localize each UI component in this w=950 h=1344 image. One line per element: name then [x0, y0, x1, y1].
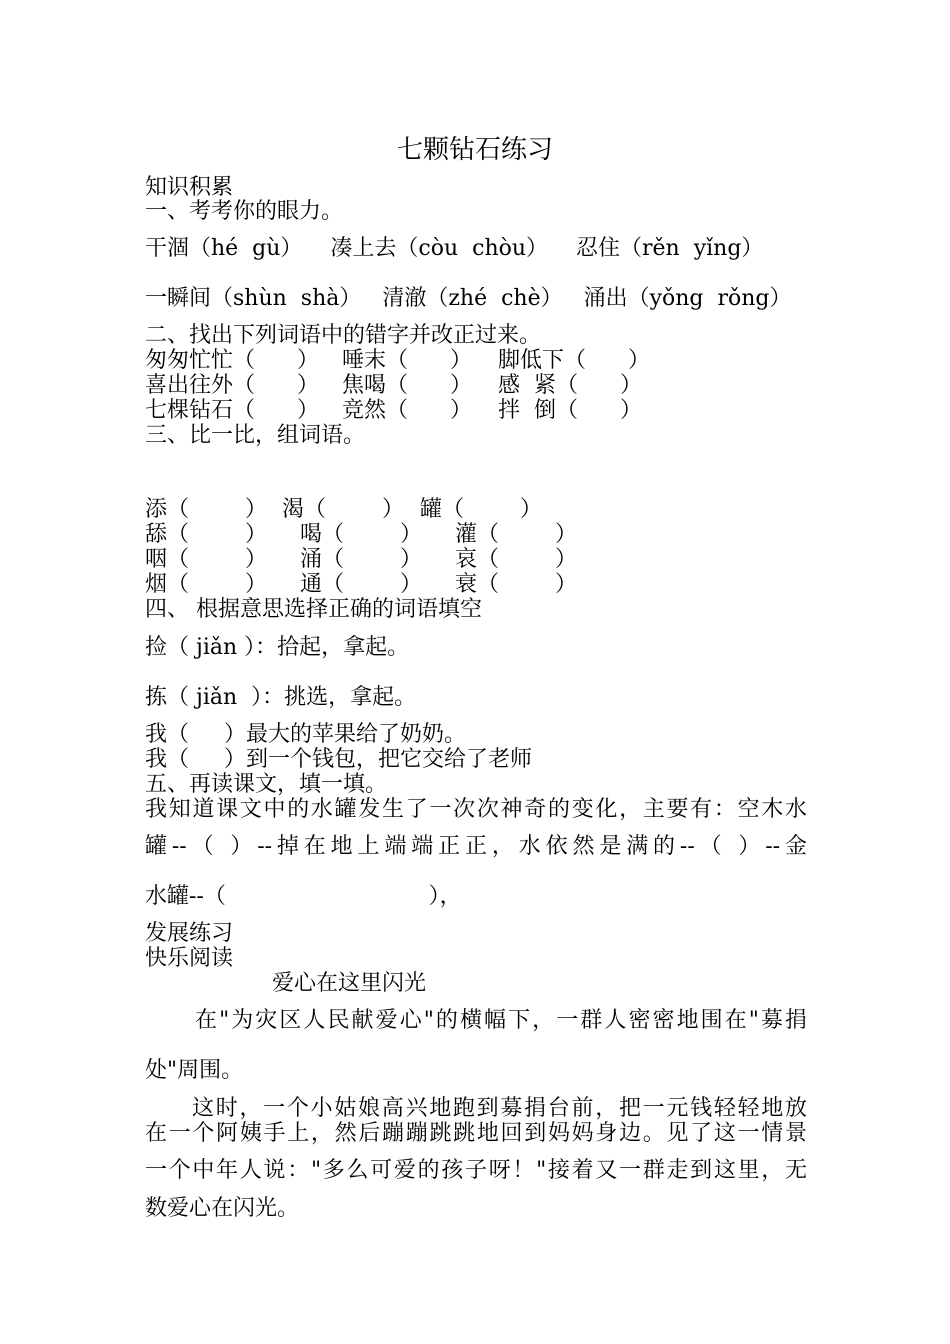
question-1-heading: 一、考考你的眼力。 [145, 199, 344, 224]
q2-item: 唾末（ ） [342, 348, 472, 373]
paragraph-2-line-2: 在一个阿姨手上，然后蹦蹦跳跳地回到妈妈身边。见了这一情景 [145, 1121, 807, 1146]
q4-definition-1: 捡（ jiǎn ）：拾起，拿起。 [145, 635, 410, 660]
q3-item: 喝（ ） [300, 522, 422, 547]
passage-title: 爱心在这里闪光 [272, 971, 427, 996]
paragraph-1-line-1: 在"为灾区人民献爱心"的横幅下，一群人密密地围在"募捐 [195, 1008, 807, 1033]
q3-item: 罐（ ） [420, 497, 542, 522]
q3-item: 添（ ） [145, 497, 267, 522]
paragraph-2-line-3: 一个中年人说："多么可爱的孩子呀！"接着又一群走到这里，无 [145, 1158, 807, 1183]
q5-line-1: 我知道课文中的水罐发生了一次次神奇的变化，主要有：空木水 [145, 797, 807, 822]
q2-item: 匆匆忙忙（ ） [145, 348, 319, 373]
section-knowledge: 知识积累 [145, 175, 234, 200]
q2-item: 脚低下（ ） [498, 348, 650, 373]
section-reading: 快乐阅读 [145, 946, 234, 971]
q4-definition-2: 拣（ jiǎn ）：挑选，拿起。 [145, 685, 417, 710]
q3-item: 渴（ ） [282, 497, 404, 522]
q3-item: 咽（ ） [145, 547, 267, 572]
q2-item: 七棵钻石（ ） [145, 398, 319, 423]
q3-item: 衰（ ） [455, 572, 577, 597]
q2-item: 竞然（ ） [342, 398, 472, 423]
page-title: 七颗钻石练习 [396, 135, 553, 165]
q3-item: 通（ ） [300, 572, 422, 597]
q4-sentence-1: 我（ ）最大的苹果给了奶奶。 [145, 722, 466, 747]
question-1-line-1: 干涸（hé gù） 凑上去（còu chòu） 忍住（rěn yǐng） [145, 236, 764, 261]
question-1-line-2: 一瞬间（shùn shà） 清澈（zhé chè） 涌出（yǒng rǒng） [145, 286, 792, 311]
q3-item: 舔（ ） [145, 522, 267, 547]
q3-item: 烟（ ） [145, 572, 267, 597]
q3-item: 哀（ ） [455, 547, 577, 572]
question-3-heading: 三、比一比，组词语。 [145, 423, 366, 448]
q5-line-3: 水罐--（ ）， [145, 884, 462, 909]
paragraph-2-line-4: 数爱心在闪光。 [145, 1196, 300, 1221]
q5-line-2: 罐--（ ）--掉在地上端端正正，水依然是满的--（ ）--金 [145, 834, 807, 859]
paragraph-2-line-1: 这时，一个小姑娘高兴地跑到募捐台前，把一元钱轻轻地放 [192, 1096, 807, 1121]
q2-item: 拌 倒（ ） [498, 398, 642, 423]
section-develop: 发展练习 [145, 921, 234, 946]
paragraph-1-line-2: 处"周围。 [145, 1058, 244, 1083]
q2-item: 感 紧（ ） [498, 373, 642, 398]
q3-item: 涌（ ） [300, 547, 422, 572]
question-2-heading: 二、找出下列词语中的错字并改正过来。 [145, 323, 542, 348]
q2-item: 喜出往外（ ） [145, 373, 319, 398]
q3-item: 灌（ ） [455, 522, 577, 547]
question-4-heading: 四、 根据意思选择正确的词语填空 [145, 597, 482, 622]
question-5-heading: 五、再读课文，填一填。 [145, 772, 388, 797]
q2-item: 焦喝（ ） [342, 373, 472, 398]
q4-sentence-2: 我（ ）到一个钱包，把它交给了老师 [145, 747, 532, 772]
